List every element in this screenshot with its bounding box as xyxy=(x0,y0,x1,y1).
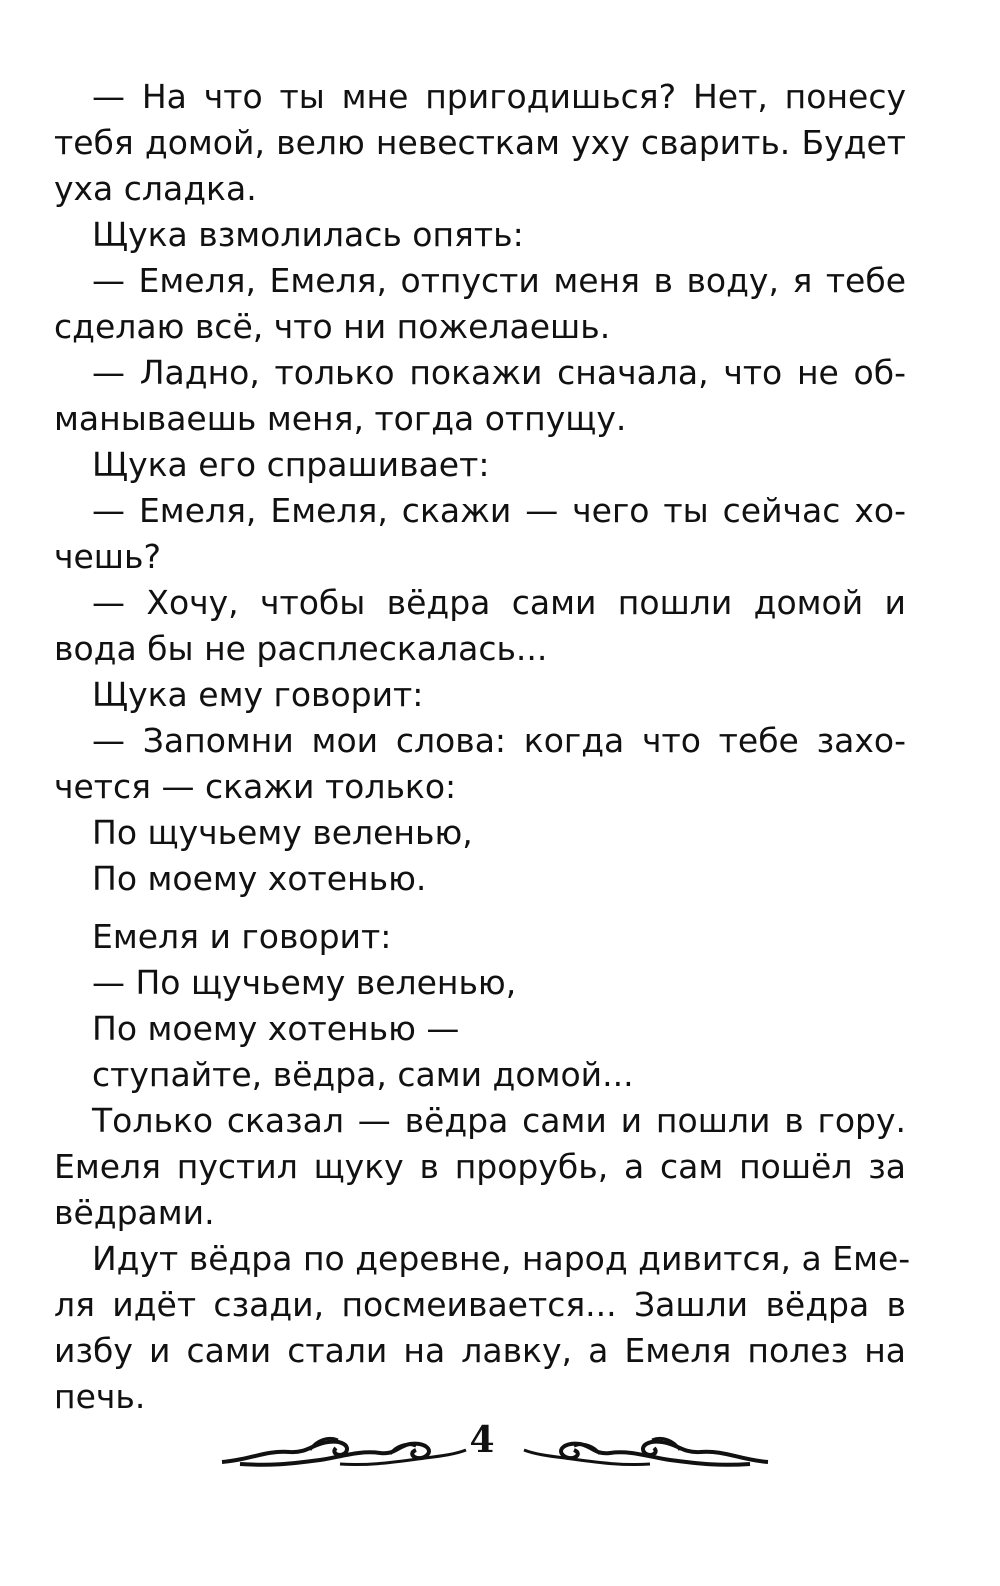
text-line: уха сладка. xyxy=(54,169,257,208)
text-line: вода бы не расплескалась... xyxy=(54,629,548,668)
paragraph xyxy=(54,718,906,810)
verse-line: — По щучьему веленью, xyxy=(92,963,517,1002)
text-line: — Запомни мои слова: когда что тебе захо- xyxy=(92,721,906,760)
paragraph xyxy=(54,488,906,580)
text-line: чется — скажи только: xyxy=(54,767,457,806)
text-line: Емеля пустил щуку в прорубь, а сам пошёл за xyxy=(54,1147,906,1186)
text-line: печь. xyxy=(54,1377,146,1416)
text-line: сделаю всё, что ни пожелаешь. xyxy=(54,307,611,346)
text-line: манываешь меня, тогда отпущу. xyxy=(54,399,627,438)
paragraph xyxy=(54,350,906,442)
text-line: — Емеля, Емеля, отпусти меня в воду, я тебе xyxy=(92,261,906,300)
paragraph xyxy=(54,258,906,350)
verse-line: По моему хотенью. xyxy=(92,859,427,898)
text-line: Щука ему говорит: xyxy=(92,675,424,714)
page-number: 4 xyxy=(469,1419,495,1461)
text-line: Емеля и говорит: xyxy=(92,917,392,956)
text-line: Только сказал — вёдра сами и пошли в гору. xyxy=(92,1101,906,1140)
text-line: Щука взмолилась опять: xyxy=(92,215,524,254)
text-line: — Емеля, Емеля, скажи — чего ты сейчас хо- xyxy=(92,491,906,530)
verse-line: По щучьему веленью, xyxy=(92,813,473,852)
page-footer xyxy=(0,1410,1000,1490)
paragraph xyxy=(54,1098,906,1236)
text-line: ля идёт сзади, посмеивается... Зашли вёдра в xyxy=(54,1285,906,1324)
paragraph xyxy=(54,442,906,488)
paragraph xyxy=(54,1236,911,1420)
text-line: Щука его спрашивает: xyxy=(92,445,490,484)
flourish-ornament-icon xyxy=(220,1420,470,1480)
text-line: вёдрами. xyxy=(54,1193,215,1232)
paragraph xyxy=(54,212,906,258)
paragraph xyxy=(54,672,906,718)
verse-line: По моему хотенью — xyxy=(92,1009,460,1048)
paragraph xyxy=(54,74,906,212)
text-line: чешь? xyxy=(54,537,161,576)
text-line: тебя домой, велю невесткам уху сварить. Будет xyxy=(54,123,906,162)
text-line: — Ладно, только покажи сначала, что не об- xyxy=(92,353,906,392)
text-line: — Хочу, чтобы вёдра сами пошли домой и xyxy=(92,583,906,622)
page-text xyxy=(54,74,911,1420)
verse-line: ступайте, вёдра, сами домой... xyxy=(92,1055,634,1094)
paragraph xyxy=(54,580,906,672)
flourish-ornament-icon xyxy=(520,1420,770,1480)
text-line: Идут вёдра по деревне, народ дивится, а Еме- xyxy=(92,1239,911,1278)
verse xyxy=(54,960,906,1098)
verse xyxy=(54,810,906,902)
paragraph xyxy=(54,914,906,960)
text-line: — На что ты мне пригодишься? Нет, понесу xyxy=(92,77,906,116)
text-line: избу и сами стали на лавку, а Емеля полез на xyxy=(54,1331,906,1370)
